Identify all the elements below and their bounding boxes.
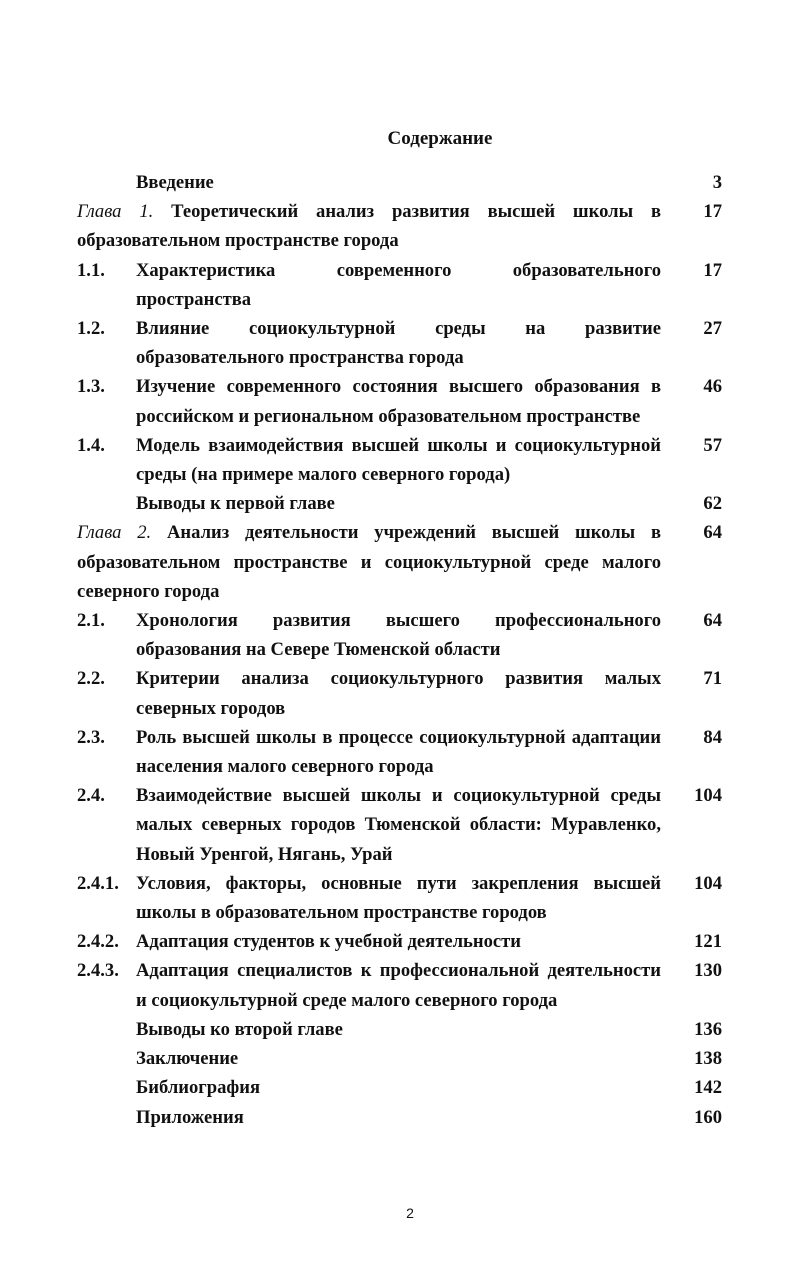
toc-entry-page: 121 xyxy=(694,931,722,953)
toc-entry-page: 160 xyxy=(694,1106,722,1128)
toc-entry-introduction xyxy=(77,168,722,197)
toc-entry-number: 1.3. xyxy=(77,376,105,398)
toc-entry-number: 2.2. xyxy=(77,668,105,690)
toc-entry-title: Адаптация студентов к учебной деятельности xyxy=(136,931,521,953)
toc-entry-2-3 xyxy=(77,723,722,781)
toc-entry-1-3 xyxy=(77,372,722,430)
toc-entry-2-4 xyxy=(77,781,722,869)
toc-entry-number: 2.4.3. xyxy=(77,960,119,982)
toc-entry-1-4 xyxy=(77,431,722,489)
toc-entry-1-1 xyxy=(77,256,722,314)
table-of-contents xyxy=(77,168,722,1132)
toc-entry-2-2 xyxy=(77,664,722,722)
chapter-label: Глава 1. xyxy=(77,201,154,223)
toc-entry-page: 104 xyxy=(694,872,722,894)
toc-entry-page: 64 xyxy=(703,610,722,632)
toc-entry-conclusions-2 xyxy=(77,1015,722,1044)
toc-entry-title: Адаптация специалистов к профессиональной деятельности и социокультурной среде малого северного города xyxy=(136,960,661,1011)
toc-entry-chapter-1 xyxy=(77,197,722,255)
toc-entry-number: 2.4.2. xyxy=(77,931,119,953)
toc-entry-page: 17 xyxy=(703,259,722,281)
toc-entry-title: Условия, факторы, основные пути закрепления высшей школы в образовательном пространстве городов xyxy=(136,872,661,924)
toc-entry-page: 27 xyxy=(703,318,722,340)
toc-entry-title: Выводы ко второй главе xyxy=(136,1018,343,1040)
toc-entry-2-1 xyxy=(77,606,722,664)
toc-entry-number: 2.4. xyxy=(77,785,105,807)
chapter-label: Глава 2. xyxy=(77,522,152,544)
toc-entry-page: 84 xyxy=(703,726,722,748)
toc-entry-title: Приложения xyxy=(136,1106,244,1128)
toc-entry-page: 57 xyxy=(703,434,722,456)
chapter-title: Анализ деятельности учреждений высшей школы в образовательном пространстве и социокультурной среде малого северного города xyxy=(77,522,661,602)
toc-entry-title: Модель взаимодействия высшей школы и социокультурной среды (на примере малого северного города) xyxy=(136,434,661,486)
toc-entry-page: 136 xyxy=(694,1018,722,1040)
toc-entry-page: 64 xyxy=(703,522,722,544)
toc-entry-page: 138 xyxy=(694,1048,722,1070)
toc-entry-title: Характеристика современного образовательного пространства xyxy=(136,259,661,310)
toc-entry-bibliography xyxy=(77,1073,722,1102)
toc-entry-page: 104 xyxy=(694,785,722,807)
toc-entry-title: Заключение xyxy=(136,1048,239,1070)
toc-entry-page: 142 xyxy=(694,1077,722,1099)
toc-entry-number: 2.1. xyxy=(77,610,105,632)
toc-entry-page: 130 xyxy=(694,960,722,982)
toc-entry-title: Взаимодействие высшей школы и социокультурной среды малых северных городов Тюменской области: Муравленко, Новый Уренгой, Нягань, Урай xyxy=(136,785,661,865)
toc-entry-2-4-3 xyxy=(77,956,722,1014)
toc-entry-conclusion xyxy=(77,1044,722,1073)
toc-entry-2-4-1 xyxy=(77,869,722,927)
toc-entry-number: 1.1. xyxy=(77,259,105,281)
toc-entry-title xyxy=(77,518,661,606)
toc-entry-appendices xyxy=(77,1103,722,1132)
toc-entry-title: Изучение современного состояния высшего образования в российском и региональном образовательном пространстве xyxy=(136,376,661,427)
toc-entry-2-4-2 xyxy=(77,927,722,956)
toc-entry-page: 62 xyxy=(703,493,722,515)
toc-entry-number: 1.4. xyxy=(77,434,105,456)
toc-entry-title: Критерии анализа социокультурного развития малых северных городов xyxy=(136,668,661,719)
toc-entry-number: 2.4.1. xyxy=(77,872,119,894)
toc-entry-title xyxy=(77,197,661,255)
toc-entry-title: Хронология развития высшего профессионального образования на Севере Тюменской области xyxy=(136,610,661,661)
toc-entry-1-2 xyxy=(77,314,722,372)
toc-entry-page: 46 xyxy=(703,376,722,398)
toc-entry-title: Введение xyxy=(136,172,214,193)
toc-entry-title: Влияние социокультурной среды на развитие образовательного пространства города xyxy=(136,318,661,369)
page-number: 2 xyxy=(406,1205,414,1221)
toc-entry-conclusions-1 xyxy=(77,489,722,518)
toc-entry-number: 2.3. xyxy=(77,726,105,748)
toc-entry-page: 71 xyxy=(703,668,722,690)
page-title: Содержание xyxy=(387,128,493,149)
toc-entry-number: 1.2. xyxy=(77,318,105,340)
toc-entry-page: 3 xyxy=(712,172,722,193)
toc-entry-chapter-2 xyxy=(77,518,722,606)
toc-entry-title: Библиография xyxy=(136,1077,261,1099)
chapter-title: Теоретический анализ развития высшей школы в образовательном пространстве города xyxy=(77,201,661,252)
toc-entry-page: 17 xyxy=(703,201,722,223)
toc-entry-title: Выводы к первой главе xyxy=(136,493,335,515)
toc-entry-title: Роль высшей школы в процессе социокультурной адаптации населения малого северного города xyxy=(136,726,661,778)
